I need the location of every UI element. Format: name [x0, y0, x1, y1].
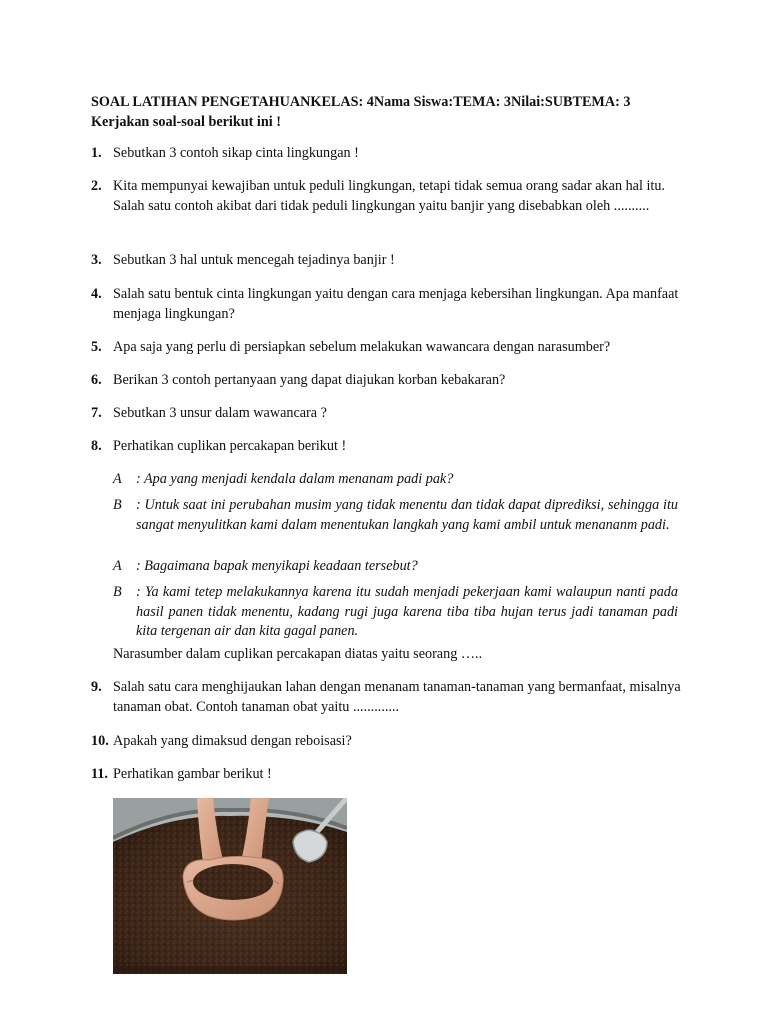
question-10: [91, 732, 681, 752]
question-text: Perhatikan cuplikan percakapan berikut !: [113, 438, 347, 454]
question-9: [91, 678, 681, 717]
question-text: Sebutkan 3 contoh sikap cinta lingkungan !: [113, 145, 359, 161]
question-6: [91, 371, 681, 391]
question-11: [91, 765, 681, 785]
question-text: Sebutkan 3 hal untuk mencegah tejadinya banjir !: [113, 252, 395, 268]
dialogue-line: [113, 557, 678, 577]
question-text: Berikan 3 contoh pertanyaan yang dapat diajukan korban kebakaran?: [113, 372, 506, 388]
question-text: Apa saja yang perlu di persiapkan sebelum melakukan wawancara dengan narasumber?: [113, 339, 611, 355]
narasumber-question: Narasumber dalam cuplikan percakapan diatas yaitu seorang …..: [113, 646, 483, 662]
question-text: Salah satu cara menghijaukan lahan dengan menanam tanaman-tanaman yang bermanfaat, misalnya tanaman obat. Contoh tanaman obat yaitu .............: [113, 679, 681, 715]
question-number: 7.: [91, 405, 102, 421]
question-number: 6.: [91, 372, 102, 388]
question-number: 8.: [91, 438, 102, 454]
question-number: 4.: [91, 286, 102, 302]
question-number: 9.: [91, 679, 102, 695]
dialogue-text: : Apa yang menjadi kendala dalam menanam padi pak?: [136, 471, 454, 487]
dialogue-line: [113, 496, 678, 535]
dialogue-line: [113, 470, 678, 490]
question-text: Kita mempunyai kewajiban untuk peduli lingkungan, tetapi tidak semua orang sadar akan hal itu. Salah satu contoh akibat dari tidak peduli lingkungan yaitu banjir yang disebabkan oleh ..........: [113, 178, 665, 214]
worksheet-header: [91, 93, 681, 132]
question-1: [91, 144, 681, 164]
worksheet-instruction: Kerjakan soal-soal berikut ini !: [91, 113, 281, 130]
question-5: [91, 338, 681, 358]
worksheet-title: SOAL LATIHAN PENGETAHUANKELAS: 4Nama Siswa:TEMA: 3Nilai:SUBTEMA: 3: [91, 94, 631, 110]
question-number: 2.: [91, 178, 102, 194]
question-4: [91, 285, 681, 324]
question-8: [91, 437, 681, 457]
dialogue-speaker: A: [113, 558, 122, 574]
soil-in-hands-photo: [113, 798, 347, 974]
dialogue-text: : Ya kami tetep melakukannya karena itu sudah menjadi pekerjaan kami walaupun nanti pada hasil panen tidak menentu, kadang rugi juga karena tiba tiba hujan terus jadi tanaman padi kita tergenan air dan kita gagal panen.: [136, 584, 678, 639]
question-number: 11.: [91, 766, 108, 782]
dialogue-speaker: B: [113, 497, 122, 513]
question-3: [91, 251, 681, 271]
question-7: [91, 404, 681, 424]
question-number: 1.: [91, 145, 102, 161]
dialogue-text: : Untuk saat ini perubahan musim yang tidak menentu dan tidak dapat diprediksi, sehingga itu sangat menyulitkan kami dalam menentukan langkah yang kami ambil untuk menananm padi.: [136, 497, 678, 533]
question-number: 3.: [91, 252, 102, 268]
dialogue-speaker: A: [113, 471, 122, 487]
dialogue-text: : Bagaimana bapak menyikapi keadaan tersebut?: [136, 558, 418, 574]
dialogue-speaker: B: [113, 584, 122, 600]
question-number: 10.: [91, 733, 109, 749]
question-text: Sebutkan 3 unsur dalam wawancara ?: [113, 405, 327, 421]
question-text: Apakah yang dimaksud dengan reboisasi?: [113, 733, 352, 749]
dialogue-line: [113, 583, 678, 642]
question-number: 5.: [91, 339, 102, 355]
question-text: Salah satu bentuk cinta lingkungan yaitu dengan cara menjaga kebersihan lingkungan. Apa manfaat menjaga lingkungan?: [113, 286, 679, 322]
question-2: [91, 177, 681, 216]
question-text: Perhatikan gambar berikut !: [113, 766, 272, 782]
